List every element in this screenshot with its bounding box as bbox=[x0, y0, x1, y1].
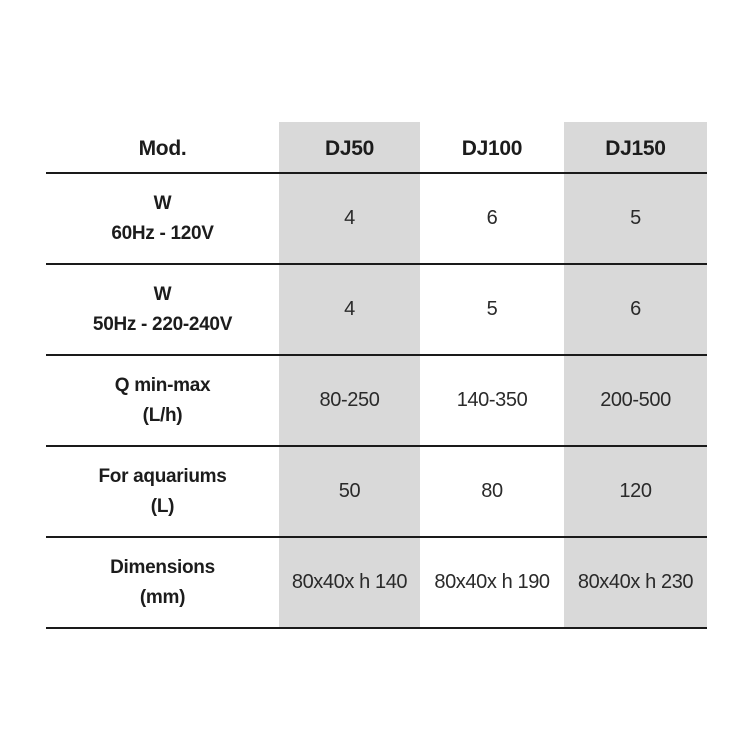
table-cell: 6 bbox=[630, 298, 641, 320]
table-cell: 80x40x h 140 bbox=[291, 571, 408, 593]
row-label bbox=[46, 447, 279, 536]
table-cell: 80x40x h 190 bbox=[434, 571, 550, 593]
row-label-line-2: 60Hz - 120V bbox=[111, 222, 214, 244]
table-header-row bbox=[46, 122, 707, 174]
row-label bbox=[46, 538, 279, 627]
table-cell: 80 bbox=[481, 480, 503, 502]
header-dj150: DJ150 bbox=[605, 137, 666, 160]
row-label-line-2: (mm) bbox=[139, 586, 186, 608]
row-label-line-1: W bbox=[153, 192, 172, 214]
row-label-line-1: For aquariums bbox=[98, 465, 227, 487]
table-row-power-240v bbox=[46, 265, 707, 356]
table-row-dimensions bbox=[46, 538, 707, 629]
table-cell: 200-500 bbox=[600, 389, 671, 411]
table-row-power-120v bbox=[46, 174, 707, 265]
table-cell: 80x40x h 230 bbox=[577, 571, 694, 593]
table-row-flow-rate bbox=[46, 356, 707, 447]
table-cell: 5 bbox=[486, 298, 498, 320]
table-cell: 140-350 bbox=[456, 389, 528, 411]
table-cell: 50 bbox=[338, 480, 361, 502]
table-cell: 120 bbox=[619, 480, 652, 502]
row-label bbox=[46, 356, 279, 445]
row-label bbox=[46, 174, 279, 263]
header-dj50: DJ50 bbox=[324, 137, 374, 160]
row-label-line-1: Q min-max bbox=[114, 374, 211, 396]
row-label bbox=[46, 265, 279, 354]
header-model: Mod. bbox=[138, 137, 187, 160]
header-dj100: DJ100 bbox=[461, 137, 523, 160]
table-cell: 4 bbox=[344, 298, 355, 320]
table-row-aquarium-size bbox=[46, 447, 707, 538]
row-label-line-2: (L) bbox=[150, 495, 175, 517]
spec-table bbox=[46, 122, 707, 629]
row-label-line-2: (L/h) bbox=[142, 404, 183, 426]
table-cell: 80-250 bbox=[319, 389, 380, 411]
table-cell: 4 bbox=[344, 207, 355, 229]
table-cell: 5 bbox=[630, 207, 641, 229]
row-label-line-2: 50Hz - 220-240V bbox=[92, 313, 233, 335]
row-label-line-1: W bbox=[153, 283, 172, 305]
table-cell: 6 bbox=[486, 207, 498, 229]
row-label-line-1: Dimensions bbox=[110, 556, 215, 578]
